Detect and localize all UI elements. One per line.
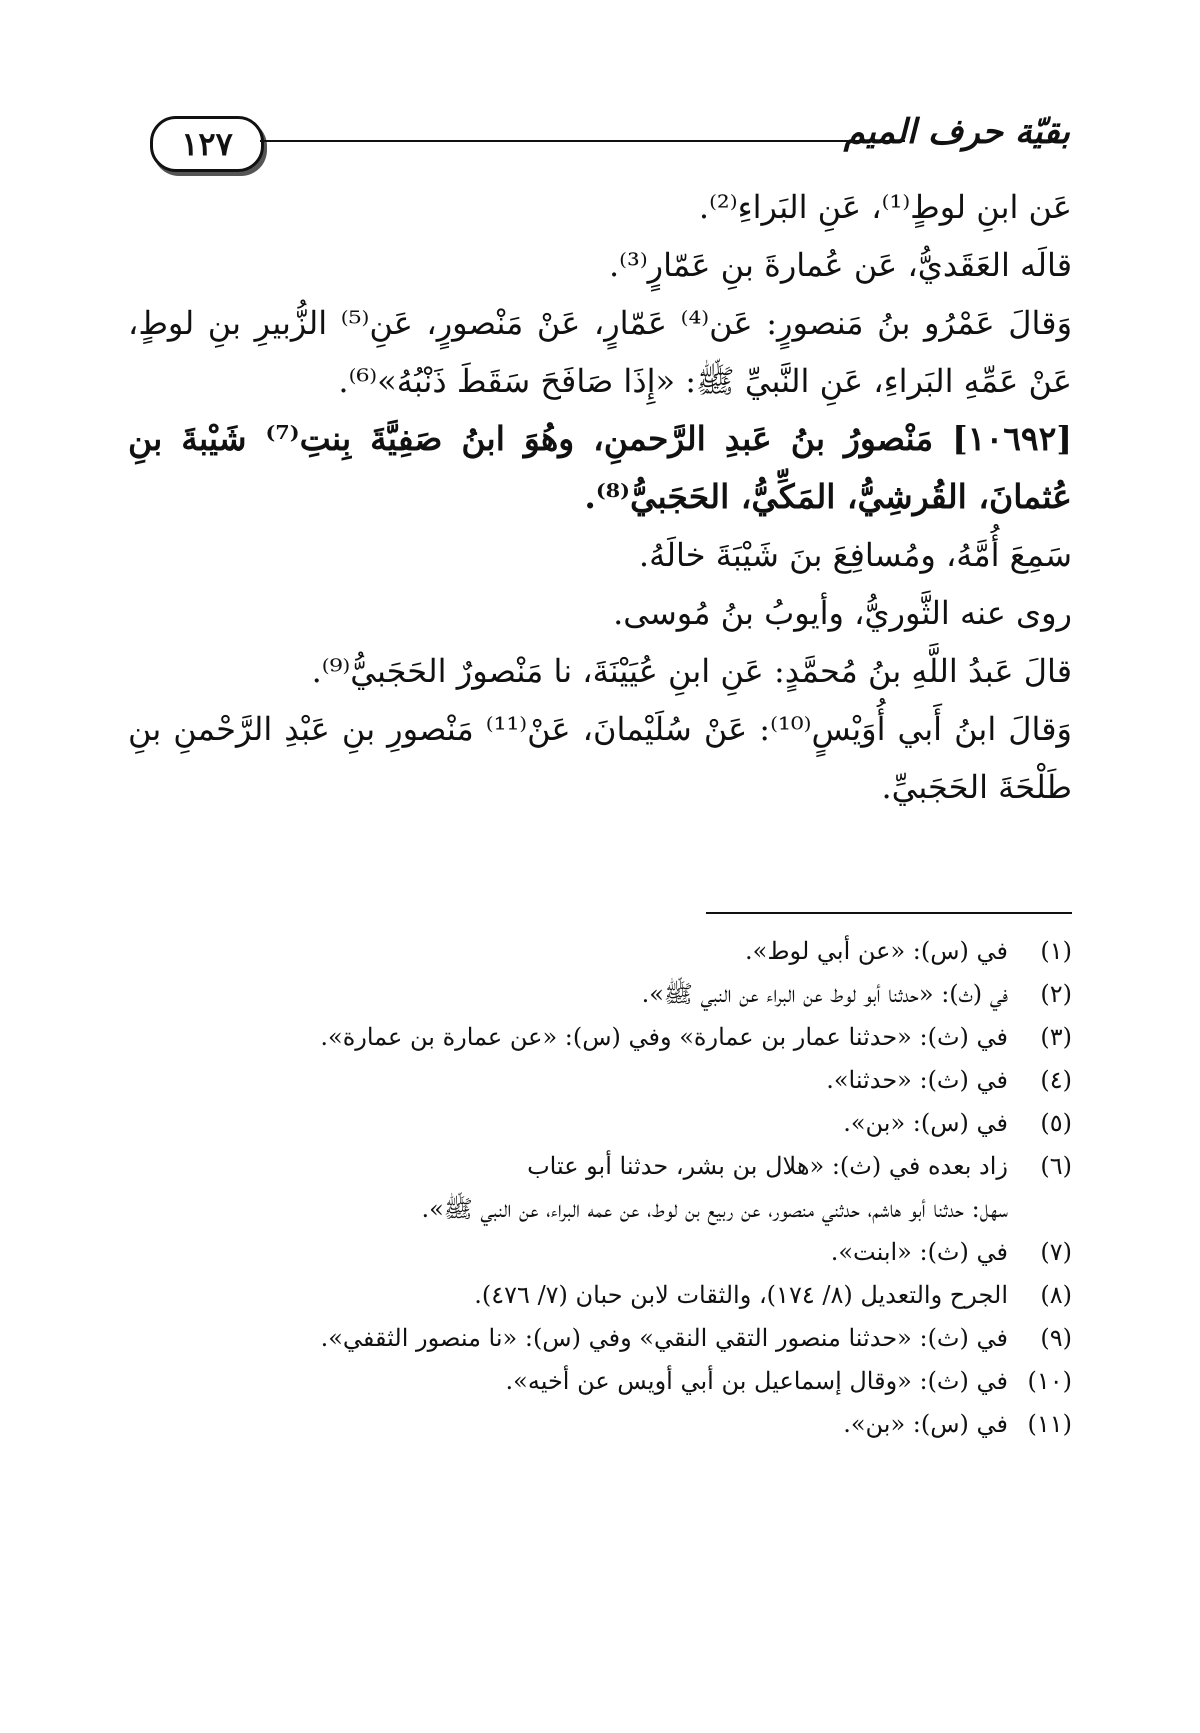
body-paragraph: روى عنه الثَّوريُّ، وأيوبُ بنُ مُوسى. — [613, 594, 1072, 632]
body-paragraph: قالَ عَبدُ اللَّهِ بنُ مُحمَّدٍ: عَنِ ابنِ عُيَيْنَةَ، نا مَنْصورٌ الحَجَبيُّ⁽⁹⁾. — [311, 652, 1072, 690]
footnote — [128, 1360, 1072, 1403]
footnote-text: في (ث): «ابنت». — [830, 1238, 1008, 1266]
footnote-number: (٩) — [1040, 1324, 1072, 1352]
footnote — [128, 973, 1072, 1016]
entry-heading: [١٠٦٩٢] مَنْصورُ بنُ عَبدِ الرَّحمنِ، وهُوَ ابنُ صَفِيَّةَ بِنتِ⁽⁷⁾ شَيْبةَ بنِ عُثمانَ، القُرشِيُّ، المَكِّيُّ، الحَجَبيُّ⁽⁸⁾. — [128, 419, 1072, 516]
footnote-number: (١٠) — [1027, 1367, 1072, 1395]
footnote-text: الجرح والتعديل (٨/ ١٧٤)، والثقات لابن حبان (٧/ ٤٧٦). — [474, 1281, 1008, 1309]
footnote — [128, 1403, 1072, 1446]
header-rule — [260, 140, 905, 142]
footnote-text: زاد بعده في (ث): «هلال بن بشر، حدثنا أبو عتاب — [527, 1152, 1008, 1180]
footnote-text: في (ث): «حدثنا منصور التقي النقي» وفي (س): «نا منصور الثقفي». — [320, 1324, 1008, 1352]
body-paragraph: عَن ابنِ لوطٍ⁽¹⁾، عَنِ البَراءِ⁽²⁾. — [698, 188, 1072, 226]
body-paragraph: سَمِعَ أُمَّهُ، ومُسافِعَ بنَ شَيْبَةَ خالَهُ. — [638, 536, 1072, 574]
footnote — [128, 1102, 1072, 1145]
footnote — [128, 1059, 1072, 1102]
footnote — [128, 1231, 1072, 1274]
running-title: بقيّة حرف الميم — [843, 112, 1070, 152]
footnote-continuation — [128, 1188, 1072, 1231]
page-number-badge — [150, 116, 264, 172]
footnote-text: في (س): «بن». — [843, 1410, 1008, 1438]
footnote — [128, 1145, 1072, 1188]
footnotes — [128, 930, 1072, 1446]
body-paragraph: وَقالَ عَمْرُو بنُ مَنصورٍ: عَن⁽⁴⁾ عَمّارٍ، عَنْ مَنْصورٍ، عَنِ⁽⁵⁾ الزُّبيرِ بنِ لوطٍ، عَنْ عَمِّهِ البَراءِ، عَنِ النَّبيِّ ﷺ: «إِذَا صَافَحَ سَقَطَ ذَنْبُهُ»⁽⁶⁾. — [128, 304, 1073, 400]
footnote-text: في (س): «عن أبي لوط». — [745, 937, 1008, 965]
footnote-text: في (ث): «حدثنا». — [826, 1066, 1008, 1094]
footnote-number: (٢) — [1040, 980, 1072, 1008]
footnote-number: (٨) — [1040, 1281, 1072, 1309]
footnote-number: (١) — [1040, 937, 1072, 965]
footnote-number: (٥) — [1040, 1109, 1072, 1137]
footnote-separator — [706, 912, 1072, 914]
footnote-number: (٤) — [1040, 1066, 1072, 1094]
footnote-text: في (ث): «حدثنا أبو لوط عن البراء عن النبي ﷺ». — [641, 980, 1008, 1008]
page-number: ١٢٧ — [181, 125, 233, 163]
footnote-number: (٣) — [1040, 1023, 1072, 1051]
footnote-text: في (ث): «حدثنا عمار بن عمارة» وفي (س): «عن عمارة بن عمارة». — [320, 1023, 1008, 1051]
body-paragraph: وَقالَ ابنُ أَبي أُوَيْسٍ⁽¹⁰⁾: عَنْ سُلَيْمانَ، عَنْ⁽¹¹⁾ مَنْصورِ بنِ عَبْدِ الرَّحْمنِ بنِ طَلْحَةَ الحَجَبيِّ. — [128, 710, 1073, 806]
footnote — [128, 1317, 1072, 1360]
footnote — [128, 1016, 1072, 1059]
footnote — [128, 1274, 1072, 1317]
footnote-text: سهل: حدثنا أبو هاشم، حدثني منصور، عن ربيع بن لوط، عن عمه البراء، عن النبي ﷺ». — [421, 1195, 1008, 1223]
footnote-text: في (س): «بن». — [843, 1109, 1008, 1137]
footnote-number: (٦) — [1040, 1152, 1072, 1180]
body-paragraph: قالَه العَقَديُّ، عَن عُمارةَ بنِ عَمّارٍ⁽³⁾. — [608, 246, 1072, 284]
footnote-number: (٧) — [1040, 1238, 1072, 1266]
body-text — [128, 178, 1072, 816]
footnote-text: في (ث): «وقال إسماعيل بن أبي أويس عن أخيه». — [505, 1367, 1008, 1395]
page-header — [150, 112, 1070, 174]
footnote-number: (١١) — [1027, 1410, 1072, 1438]
footnote — [128, 930, 1072, 973]
